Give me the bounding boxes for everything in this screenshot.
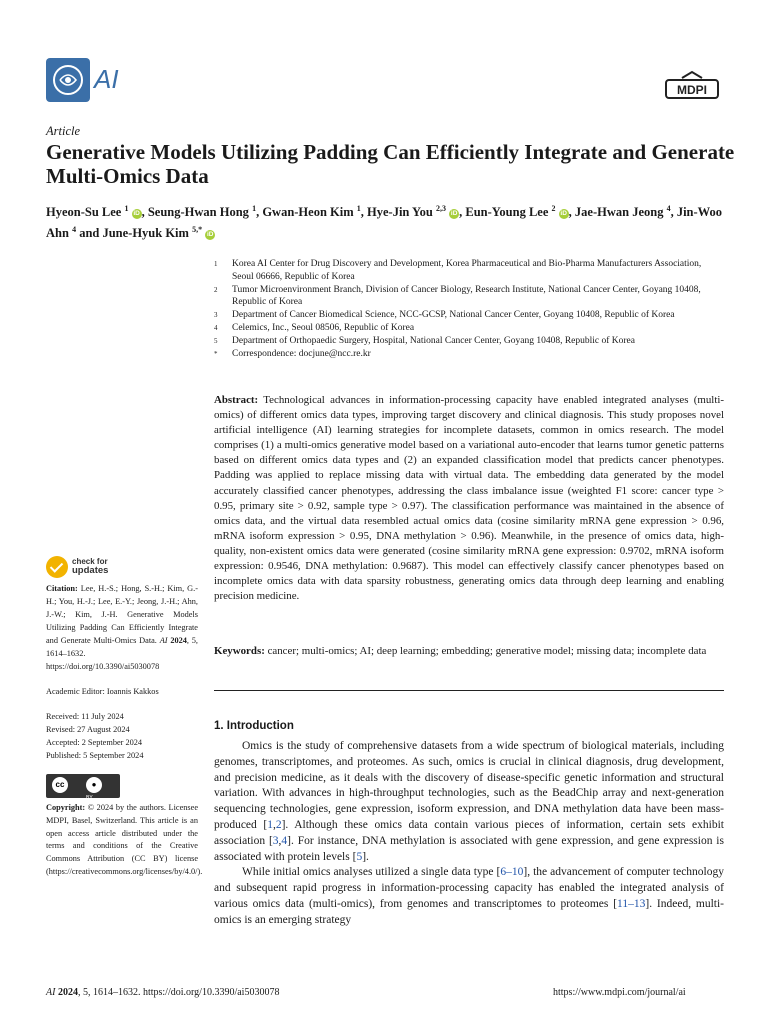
cc-icon: cc [52,777,68,793]
keywords [214,644,724,659]
affiliation-item [214,322,724,335]
affiliation-number: 1 [214,260,218,268]
orcid-icon[interactable]: iD [450,210,458,218]
author-affiliation-sup: 4 [72,225,77,235]
author-name[interactable]: June-Hyuk Kim [102,226,193,241]
affiliation-text: Tumor Microenvironment Branch, Division of Cancer Biology, Research Institute, National Cancer Center, Goyang 10408, Republic of Korea [232,284,701,308]
affiliation-item [214,258,724,284]
footer-doi[interactable]: , 5, 1614–1632. https://doi.org/10.3390/ai5030078 [77,987,280,998]
citation-label: Citation: [46,584,78,593]
citation-journal: AI [159,636,168,645]
check-updates-line1: check for [72,557,108,566]
orcid-icon[interactable]: iD [206,231,214,239]
affiliation-text: Department of Cancer Biomedical Science, NCC-GCSP, National Cancer Center, Goyang 10408, Republic of Korea [232,310,675,321]
check-updates-line2: updates [72,565,109,576]
keywords-label: Keywords: [214,645,265,657]
cc-by-label: BY [86,795,93,801]
citation-text: Lee, H.-S.; Hong, S.-H.; Kim, G.-H.; You, H.-J.; Lee, E.-Y.; Jeong, J.-H.; Ahn, J.-W.; Kim, J.-H. Generative Models Utilizing Padding Can Efficiently Integrate and Generate Multi-Omics Data. [46,584,198,645]
attribution-icon: ● [86,777,102,793]
keywords-text: cancer; multi-omics; AI; deep learning; embedding; generative model; missing data; incomplete data [267,645,707,657]
introduction-body [214,739,724,929]
mdpi-logo-icon[interactable] [664,70,720,102]
author-affiliation-sup: 4 [666,204,671,213]
academic-editor: Academic Editor: Ioannis Kakkos [46,687,159,696]
reference-link[interactable]: 5 [356,850,363,863]
author-affiliation-sup: 1 [356,204,361,213]
journal-logo-icon [46,58,90,102]
received-date: Received: 11 July 2024 [46,712,124,721]
abstract-text: Technological advances in information-processing capacity have enabled integrated analyses (multi-omics) of different omics data types, improving target discovery and clinical diagnosis. This study proposes novel artificial intelligence (AI) learning strategies for incomplete datasets, common in omics research. The model comprises (1) a multi-omics generative model based on a variational auto-encoder that learns tumor genetic patterns based on different omics data types and (2) an expanded classification model that predicts cancer phenotypes. Padding was applied to replace missing data with virtual data. The embedding data generated by the model accurately classified cancer phenotypes, addressing the class imbalance issue (weighted F1 score: cancer type > 0.95, primary site > 0.92, sample type > 0.97). The classification performance was maintained in the absence of omics data, and the virtual data resembled actual omics data (cosine similarity mRNA gene expression > 0.96, mRNA isoform expression > 0.95, DNA methylation > 0.96). Meanwhile, in the presence of omics data, high-quality, non-existent omics data were generated (cosine similarity mRNA gene expression: 0.9702, mRNA isoform expression: 0.9546, DNA methylation: 0.9687). This model can effectively classify cancer phenotypes based on incomplete omics data with data sparsity robustness, generating omics data through deep learning and enabling precision medicine. [214,394,724,603]
abstract [214,393,724,604]
reference-link[interactable]: 3 [272,834,279,847]
affiliation-item [214,284,724,310]
copyright-block [46,802,203,879]
article-type: Article [46,124,81,138]
publisher-name: MDPI [677,83,707,97]
affiliation-item [214,309,724,322]
orcid-icon[interactable]: iD [560,210,567,218]
affiliation-number: * [214,349,218,358]
copyright-text: © 2024 by the authors. Licensee MDPI, Basel, Switzerland. This article is an open access article distributed under the terms and conditions of the Creative Commons Attribution (CC BY) license (https://creativecommons.org/licenses/by/4.0/). [46,803,203,876]
author-affiliation-sup: 1 [252,204,257,213]
affiliation-number: 5 [214,336,218,345]
author-name[interactable]: Hye-Jin You [367,205,437,220]
check-for-updates-button[interactable] [46,556,166,580]
footer-journal: AI [46,987,56,998]
author-name[interactable]: Eun-Young Lee [465,205,552,220]
paragraph: Omics is the study of comprehensive datasets from a wide spectrum of biological materials, including genomes, transcriptomes, and proteomes. As such, omics is crucial in clinical diagnosis, drug development, and precision medicine, as it deals with the discovery of disease-specific genetic information and structural variation. With advances in high-throughput technologies, such as the BeadChip array and next-generation sequencing technologies, gene expression, isoform expression, and DNA methylation data have been mass-produced [1,2]. Although these omics data contain various pieces of information, certain sets exhibit association [3,4]. For instance, DNA methylation is associated with gene expression, and gene expression is associated with protein levels [5]. [214,740,724,863]
author-name[interactable]: Seung-Hwan Hong [147,205,253,220]
author-name[interactable]: Jin-Woo Ahn [46,205,722,241]
author-affiliation-sup: 2,3 [436,204,447,213]
section-divider [214,690,724,691]
affiliation-number: 4 [214,323,218,332]
author-list: Hyeon-Su Lee $^1$ iD , Seung-Hwan Hong $^1$, Gwan-Heon Kim $^1$, Hye-Jin You $^{2,3}$ iD , Eun-Young Lee $^2$ iD , Jae-Hwan Jeong $^4$, Jin-Woo Ahn $^4$ and June-Hyuk Kim $^{5,*}$ iD [46,204,722,241]
revised-date: Revised: 27 August 2024 [46,725,130,734]
section-heading-introduction: 1. Introduction [214,720,294,732]
footer-journal-url[interactable]: https://www.mdpi.com/journal/ai [553,987,686,998]
footer-year: 2024 [57,987,78,998]
affiliation-number: 3 [214,311,218,320]
author-affiliation-sup: 5,* [192,225,203,235]
published-date: Published: 5 September 2024 [46,751,144,760]
reference-link[interactable]: 6–10 [500,866,524,879]
reference-link[interactable]: 1 [267,818,273,831]
page-title: Generative Models Utilizing Padding Can Efficiently Integrate and Generate Multi-Omics Data [46,140,735,188]
reference-link[interactable]: 2 [275,818,282,831]
orcid-icon[interactable]: iD [133,210,140,218]
author-affiliation-sup: 1 [124,204,129,213]
affiliation-number: 2 [214,285,218,294]
author-name[interactable]: Hyeon-Su Lee [46,205,125,220]
affiliation-text: Celemics, Inc., Seoul 08506, Republic of Korea [232,322,415,333]
journal-name: AI [94,64,119,94]
check-updates-icon [46,556,68,578]
affiliations [214,258,724,360]
reference-link[interactable]: 4 [281,834,288,847]
affiliation-item [214,348,724,361]
sidebar [46,582,203,879]
paragraph: While initial omics analyses utilized a single data type [6–10], the advancement of computer technology and subsequent rapid progress in information-processing capacity has enabled the integrated analysis of various omics data (multi-omics), from genomes and transcriptomes to proteomes [11–13]. Indeed, multi-omics is an emerging strategy [214,866,724,926]
footer-citation [46,987,279,998]
cc-by-license-icon[interactable] [46,774,120,801]
citation-block [46,582,198,673]
affiliation-text: Department of Orthopaedic Surgery, Hospital, National Cancer Center, Goyang 10408, Republic of Korea [232,335,635,346]
dates-block [46,710,198,762]
accepted-date: Accepted: 2 September 2024 [46,738,143,747]
copyright-label: Copyright: [46,803,86,812]
affiliation-text: Correspondence: docjune@ncc.re.kr [232,348,371,359]
abstract-label: Abstract: [214,394,259,406]
author-name[interactable]: Jae-Hwan Jeong [574,205,667,220]
affiliation-text: Korea AI Center for Drug Discovery and Development, Korea Pharmaceutical and Bio-Pharma Manufacturers Association, Seoul 06666, Republic of Korea [232,259,702,282]
citation-year: 2024 [170,636,187,645]
author-affiliation-sup: 2 [551,204,556,213]
citation-doi-link[interactable]: , 5, 1614–1632. https://doi.org/10.3390/ai5030078 [46,636,199,671]
reference-link[interactable]: 11–13 [617,897,646,910]
author-name[interactable]: Gwan-Heon Kim [262,205,357,220]
affiliation-item [214,335,724,348]
